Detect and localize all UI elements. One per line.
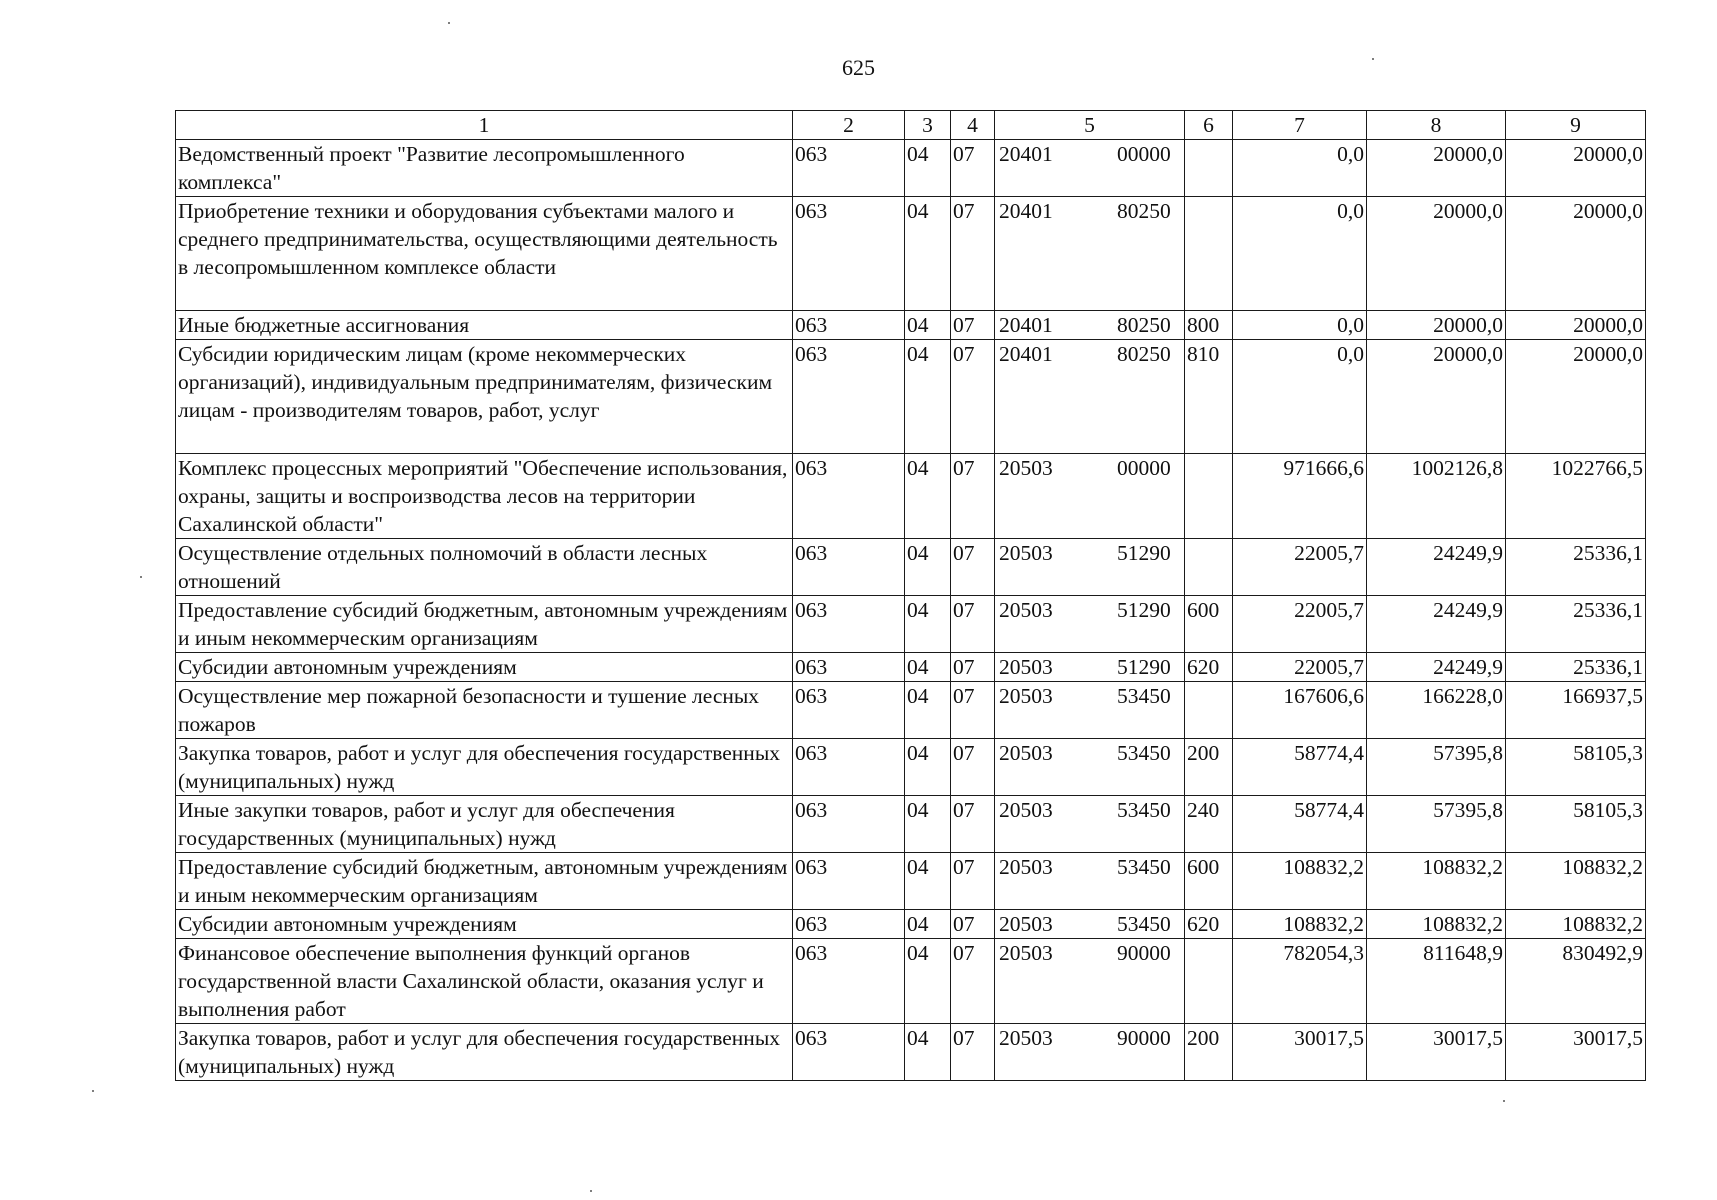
table-row xyxy=(176,1024,1646,1081)
target-article-part-b: 51290 xyxy=(1117,655,1171,679)
table-row xyxy=(176,853,1646,910)
column-header-3: 3 xyxy=(905,111,951,140)
subsection-code: 07 xyxy=(951,197,995,311)
subsection-code: 07 xyxy=(951,340,995,454)
amount-col-7: 0,0 xyxy=(1233,340,1367,454)
section-code: 04 xyxy=(905,1024,951,1081)
budget-table xyxy=(175,110,1646,1081)
table-row xyxy=(176,140,1646,197)
target-article-part-a: 20503 xyxy=(999,456,1053,480)
column-header-9: 9 xyxy=(1506,111,1646,140)
amount-col-8: 57395,8 xyxy=(1367,739,1506,796)
section-code: 04 xyxy=(905,140,951,197)
amount-col-9: 20000,0 xyxy=(1506,197,1646,311)
row-name: Предоставление субсидий бюджетным, автономным учреждениям и иным некоммерческим организациям xyxy=(176,853,793,910)
expense-type-code: 240 xyxy=(1185,796,1233,853)
amount-col-7: 0,0 xyxy=(1233,311,1367,340)
table-header-row xyxy=(176,111,1646,140)
expense-type-code: 600 xyxy=(1185,853,1233,910)
column-header-6: 6 xyxy=(1185,111,1233,140)
row-name: Финансовое обеспечение выполнения функций органов государственной власти Сахалинской области, оказания услуг и выполнения работ xyxy=(176,939,793,1024)
amount-col-8: 20000,0 xyxy=(1367,140,1506,197)
amount-col-8: 20000,0 xyxy=(1367,311,1506,340)
scan-speck xyxy=(1372,58,1374,60)
table-body xyxy=(176,140,1646,1081)
target-article-code xyxy=(995,739,1185,796)
target-article-part-a: 20503 xyxy=(999,855,1053,879)
expense-type-code xyxy=(1185,454,1233,539)
amount-col-9: 108832,2 xyxy=(1506,910,1646,939)
amount-col-8: 24249,9 xyxy=(1367,539,1506,596)
target-article-part-a: 20503 xyxy=(999,541,1053,565)
amount-col-8: 57395,8 xyxy=(1367,796,1506,853)
expense-type-code: 620 xyxy=(1185,653,1233,682)
amount-col-9: 30017,5 xyxy=(1506,1024,1646,1081)
target-article-part-b: 53450 xyxy=(1117,798,1171,822)
scan-speck xyxy=(590,1190,592,1192)
amount-col-7: 782054,3 xyxy=(1233,939,1367,1024)
row-name: Осуществление отдельных полномочий в области лесных отношений xyxy=(176,539,793,596)
target-article-code xyxy=(995,796,1185,853)
section-code: 04 xyxy=(905,653,951,682)
amount-col-8: 24249,9 xyxy=(1367,653,1506,682)
target-article-code xyxy=(995,596,1185,653)
expense-type-code: 200 xyxy=(1185,1024,1233,1081)
amount-col-9: 58105,3 xyxy=(1506,796,1646,853)
row-name: Комплекс процессных мероприятий "Обеспечение использования, охраны, защиты и воспроизводства лесов на территории Сахалинской области" xyxy=(176,454,793,539)
row-name: Иные закупки товаров, работ и услуг для обеспечения государственных (муниципальных) нужд xyxy=(176,796,793,853)
table-row xyxy=(176,796,1646,853)
ministry-code: 063 xyxy=(793,454,905,539)
amount-col-9: 166937,5 xyxy=(1506,682,1646,739)
table-row xyxy=(176,682,1646,739)
target-article-code xyxy=(995,653,1185,682)
amount-col-7: 58774,4 xyxy=(1233,739,1367,796)
section-code: 04 xyxy=(905,197,951,311)
section-code: 04 xyxy=(905,311,951,340)
expense-type-code xyxy=(1185,539,1233,596)
amount-col-9: 58105,3 xyxy=(1506,739,1646,796)
row-name: Закупка товаров, работ и услуг для обеспечения государственных (муниципальных) нужд xyxy=(176,739,793,796)
ministry-code: 063 xyxy=(793,853,905,910)
subsection-code: 07 xyxy=(951,682,995,739)
target-article-part-b: 51290 xyxy=(1117,541,1171,565)
section-code: 04 xyxy=(905,853,951,910)
target-article-part-b: 90000 xyxy=(1117,1026,1171,1050)
expense-type-code: 810 xyxy=(1185,340,1233,454)
expense-type-code xyxy=(1185,140,1233,197)
table-row xyxy=(176,197,1646,311)
amount-col-7: 167606,6 xyxy=(1233,682,1367,739)
target-article-part-a: 20503 xyxy=(999,798,1053,822)
subsection-code: 07 xyxy=(951,311,995,340)
expense-type-code: 800 xyxy=(1185,311,1233,340)
target-article-part-b: 90000 xyxy=(1117,941,1171,965)
ministry-code: 063 xyxy=(793,739,905,796)
target-article-code xyxy=(995,340,1185,454)
amount-col-8: 166228,0 xyxy=(1367,682,1506,739)
amount-col-9: 108832,2 xyxy=(1506,853,1646,910)
amount-col-8: 108832,2 xyxy=(1367,910,1506,939)
ministry-code: 063 xyxy=(793,653,905,682)
amount-col-8: 20000,0 xyxy=(1367,197,1506,311)
row-name: Субсидии автономным учреждениям xyxy=(176,653,793,682)
row-name: Закупка товаров, работ и услуг для обеспечения государственных (муниципальных) нужд xyxy=(176,1024,793,1081)
amount-col-7: 108832,2 xyxy=(1233,853,1367,910)
target-article-code xyxy=(995,939,1185,1024)
amount-col-7: 30017,5 xyxy=(1233,1024,1367,1081)
amount-col-9: 20000,0 xyxy=(1506,140,1646,197)
amount-col-9: 1022766,5 xyxy=(1506,454,1646,539)
amount-col-9: 830492,9 xyxy=(1506,939,1646,1024)
subsection-code: 07 xyxy=(951,910,995,939)
amount-col-9: 25336,1 xyxy=(1506,539,1646,596)
target-article-code xyxy=(995,910,1185,939)
amount-col-7: 0,0 xyxy=(1233,140,1367,197)
target-article-code xyxy=(995,454,1185,539)
scan-speck xyxy=(140,576,142,578)
ministry-code: 063 xyxy=(793,311,905,340)
target-article-part-a: 20503 xyxy=(999,941,1053,965)
column-header-5: 5 xyxy=(995,111,1185,140)
section-code: 04 xyxy=(905,539,951,596)
scan-speck xyxy=(1503,1100,1505,1102)
target-article-code xyxy=(995,682,1185,739)
section-code: 04 xyxy=(905,454,951,539)
amount-col-7: 22005,7 xyxy=(1233,596,1367,653)
ministry-code: 063 xyxy=(793,939,905,1024)
target-article-part-a: 20401 xyxy=(999,199,1053,223)
target-article-part-b: 53450 xyxy=(1117,741,1171,765)
target-article-part-b: 51290 xyxy=(1117,598,1171,622)
amount-col-7: 22005,7 xyxy=(1233,653,1367,682)
row-name: Предоставление субсидий бюджетным, автономным учреждениям и иным некоммерческим организациям xyxy=(176,596,793,653)
target-article-part-a: 20401 xyxy=(999,142,1053,166)
target-article-code xyxy=(995,140,1185,197)
subsection-code: 07 xyxy=(951,796,995,853)
target-article-part-b: 80250 xyxy=(1117,199,1171,223)
target-article-code xyxy=(995,853,1185,910)
ministry-code: 063 xyxy=(793,910,905,939)
amount-col-8: 24249,9 xyxy=(1367,596,1506,653)
expense-type-code: 620 xyxy=(1185,910,1233,939)
section-code: 04 xyxy=(905,796,951,853)
target-article-part-b: 53450 xyxy=(1117,855,1171,879)
target-article-part-b: 53450 xyxy=(1117,912,1171,936)
amount-col-7: 971666,6 xyxy=(1233,454,1367,539)
target-article-part-b: 00000 xyxy=(1117,456,1171,480)
subsection-code: 07 xyxy=(951,596,995,653)
section-code: 04 xyxy=(905,939,951,1024)
ministry-code: 063 xyxy=(793,796,905,853)
target-article-code xyxy=(995,197,1185,311)
amount-col-8: 811648,9 xyxy=(1367,939,1506,1024)
subsection-code: 07 xyxy=(951,539,995,596)
column-header-4: 4 xyxy=(951,111,995,140)
page-number: 625 xyxy=(842,55,875,80)
amount-col-9: 20000,0 xyxy=(1506,340,1646,454)
subsection-code: 07 xyxy=(951,939,995,1024)
target-article-part-a: 20503 xyxy=(999,684,1053,708)
scan-speck xyxy=(448,22,450,24)
section-code: 04 xyxy=(905,340,951,454)
target-article-part-b: 00000 xyxy=(1117,142,1171,166)
scan-speck xyxy=(92,1090,94,1092)
table-row xyxy=(176,340,1646,454)
target-article-part-a: 20401 xyxy=(999,313,1053,337)
ministry-code: 063 xyxy=(793,539,905,596)
row-name: Приобретение техники и оборудования субъектами малого и среднего предпринимательства, осуществляющими деятельность в лесопромышленном комплексе области xyxy=(176,197,793,311)
row-name: Субсидии автономным учреждениям xyxy=(176,910,793,939)
table-row xyxy=(176,910,1646,939)
ministry-code: 063 xyxy=(793,340,905,454)
target-article-code xyxy=(995,311,1185,340)
section-code: 04 xyxy=(905,682,951,739)
subsection-code: 07 xyxy=(951,739,995,796)
target-article-part-b: 53450 xyxy=(1117,684,1171,708)
amount-col-7: 58774,4 xyxy=(1233,796,1367,853)
target-article-part-b: 80250 xyxy=(1117,313,1171,337)
row-name: Иные бюджетные ассигнования xyxy=(176,311,793,340)
row-name: Субсидии юридическим лицам (кроме некоммерческих организаций), индивидуальным предпринимателям, физическим лицам - производителям товаров, работ, услуг xyxy=(176,340,793,454)
subsection-code: 07 xyxy=(951,853,995,910)
target-article-part-a: 20503 xyxy=(999,741,1053,765)
expense-type-code xyxy=(1185,682,1233,739)
amount-col-8: 20000,0 xyxy=(1367,340,1506,454)
expense-type-code: 200 xyxy=(1185,739,1233,796)
column-header-7: 7 xyxy=(1233,111,1367,140)
amount-col-7: 22005,7 xyxy=(1233,539,1367,596)
amount-col-7: 108832,2 xyxy=(1233,910,1367,939)
section-code: 04 xyxy=(905,910,951,939)
expense-type-code xyxy=(1185,197,1233,311)
amount-col-8: 1002126,8 xyxy=(1367,454,1506,539)
table-row xyxy=(176,739,1646,796)
table-row xyxy=(176,311,1646,340)
table-row xyxy=(176,539,1646,596)
subsection-code: 07 xyxy=(951,454,995,539)
ministry-code: 063 xyxy=(793,197,905,311)
ministry-code: 063 xyxy=(793,682,905,739)
ministry-code: 063 xyxy=(793,1024,905,1081)
subsection-code: 07 xyxy=(951,1024,995,1081)
ministry-code: 063 xyxy=(793,140,905,197)
target-article-part-a: 20503 xyxy=(999,912,1053,936)
amount-col-8: 30017,5 xyxy=(1367,1024,1506,1081)
expense-type-code xyxy=(1185,939,1233,1024)
section-code: 04 xyxy=(905,596,951,653)
target-article-part-a: 20503 xyxy=(999,1026,1053,1050)
amount-col-9: 20000,0 xyxy=(1506,311,1646,340)
amount-col-8: 108832,2 xyxy=(1367,853,1506,910)
row-name: Осуществление мер пожарной безопасности и тушение лесных пожаров xyxy=(176,682,793,739)
column-header-1: 1 xyxy=(176,111,793,140)
amount-col-9: 25336,1 xyxy=(1506,653,1646,682)
column-header-8: 8 xyxy=(1367,111,1506,140)
target-article-part-a: 20503 xyxy=(999,655,1053,679)
amount-col-9: 25336,1 xyxy=(1506,596,1646,653)
subsection-code: 07 xyxy=(951,140,995,197)
table-row xyxy=(176,939,1646,1024)
row-name: Ведомственный проект "Развитие лесопромышленного комплекса" xyxy=(176,140,793,197)
target-article-part-b: 80250 xyxy=(1117,342,1171,366)
target-article-code xyxy=(995,539,1185,596)
amount-col-7: 0,0 xyxy=(1233,197,1367,311)
table-row xyxy=(176,653,1646,682)
column-header-2: 2 xyxy=(793,111,905,140)
expense-type-code: 600 xyxy=(1185,596,1233,653)
ministry-code: 063 xyxy=(793,596,905,653)
target-article-part-a: 20503 xyxy=(999,598,1053,622)
target-article-part-a: 20401 xyxy=(999,342,1053,366)
subsection-code: 07 xyxy=(951,653,995,682)
section-code: 04 xyxy=(905,739,951,796)
target-article-code xyxy=(995,1024,1185,1081)
table-row xyxy=(176,454,1646,539)
table-row xyxy=(176,596,1646,653)
